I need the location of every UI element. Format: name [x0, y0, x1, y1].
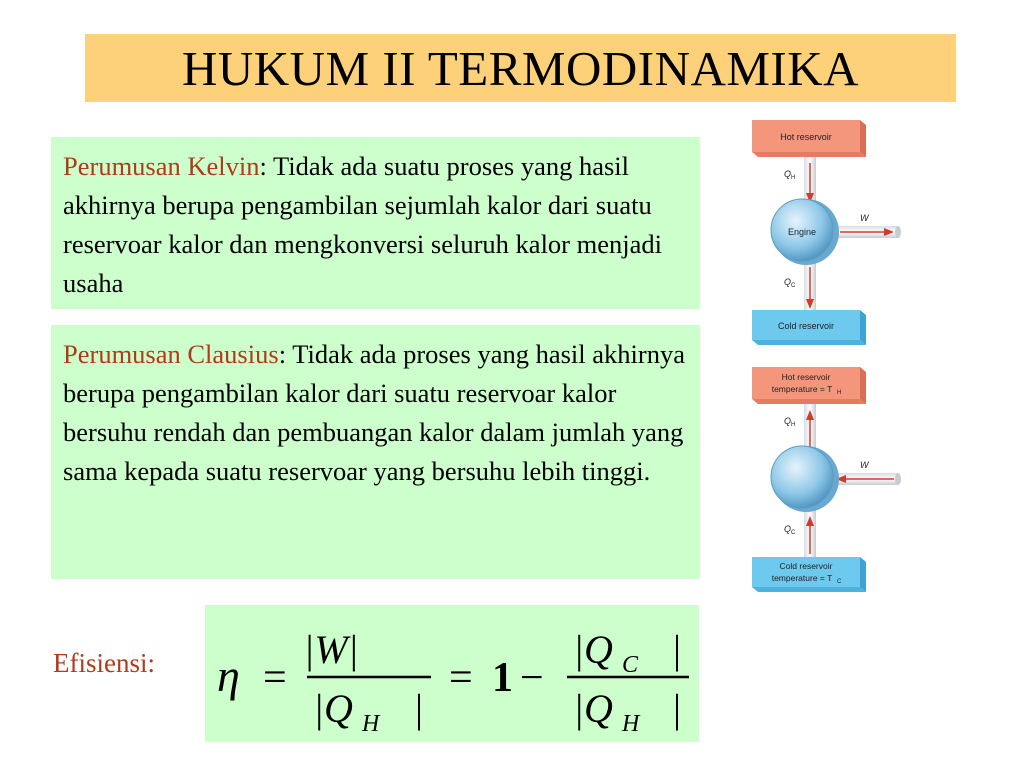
refrigerator-diagram: [740, 362, 910, 597]
title-bar: [85, 34, 956, 102]
work-label: W: [860, 460, 869, 470]
formula-svg: [205, 605, 699, 742]
hot-temperature-label: temperature = T: [771, 384, 833, 394]
svg-text:C: C: [791, 283, 796, 289]
cold-reservoir-label: Cold reservoir: [779, 561, 833, 571]
qc-label: Q: [784, 277, 792, 287]
kelvin-term: Perumusan Kelvin: [63, 151, 260, 181]
svg-text:H: H: [791, 422, 796, 428]
efficiency-label: Efisiensi:: [53, 648, 155, 678]
qc-label: Q: [784, 524, 792, 534]
efficiency-formula: [205, 605, 699, 742]
refrigerator-icon: [771, 446, 833, 508]
engine-label: Engine: [787, 227, 817, 237]
minus-sign: −: [520, 655, 544, 701]
heat-engine-diagram: [740, 115, 910, 350]
cold-temperature-label: temperature = T: [771, 573, 833, 583]
number-one: 1: [492, 655, 513, 701]
kelvin-text: : Tidak ada suatu proses yang hasil akhirnya berupa pengambilan sejumlah kalor dari suatu reservoar kalor dan mengkonversi seluruh kalor menjadi usaha: [63, 151, 662, 298]
fraction-2-sub-c: C: [622, 652, 639, 678]
clausius-term: Perumusan Clausius: [63, 339, 279, 369]
svg-text:C: C: [837, 579, 842, 585]
equals-sign-2: =: [449, 655, 473, 701]
fraction-2-denominator-bar: |: [673, 686, 682, 731]
hot-reservoir-label: Hot reservoir: [780, 132, 832, 142]
svg-text:C: C: [791, 530, 796, 536]
fraction-2-numerator-bar: |: [673, 627, 682, 672]
fraction-2-numerator-q: |Q: [573, 627, 613, 672]
eta-symbol: η: [217, 650, 240, 701]
fraction-1-sub-h: H: [362, 711, 380, 737]
slide-title: HUKUM II TERMODINAMIKA: [182, 40, 859, 96]
work-label: W: [860, 213, 869, 223]
kelvin-statement-box: [51, 137, 700, 309]
fraction-1-denominator-bar: |: [415, 686, 424, 731]
qh-label: Q: [784, 416, 792, 426]
clausius-text: : Tidak ada proses yang hasil akhirnya berupa pengambilan kalor dari suatu reservoar kalor bersuhu rendah dan pembuangan kalor dalam jumlah yang sama kepada suatu reservoar yang bersuhu lebih tinggi.: [63, 339, 685, 486]
fraction-1-denominator-q: |Q: [313, 686, 353, 731]
qh-label: Q: [784, 169, 792, 179]
svg-text:H: H: [791, 175, 796, 181]
clausius-statement-box: [51, 325, 700, 579]
equals-sign-1: =: [263, 655, 287, 701]
cold-reservoir-label: Cold reservoir: [777, 321, 835, 331]
svg-text:H: H: [837, 390, 842, 396]
fraction-1-numerator: |W|: [303, 627, 359, 672]
fraction-2-denominator-q: |Q: [573, 686, 613, 731]
fraction-2-sub-h: H: [622, 711, 640, 737]
hot-reservoir-label: Hot reservoir: [781, 372, 831, 382]
